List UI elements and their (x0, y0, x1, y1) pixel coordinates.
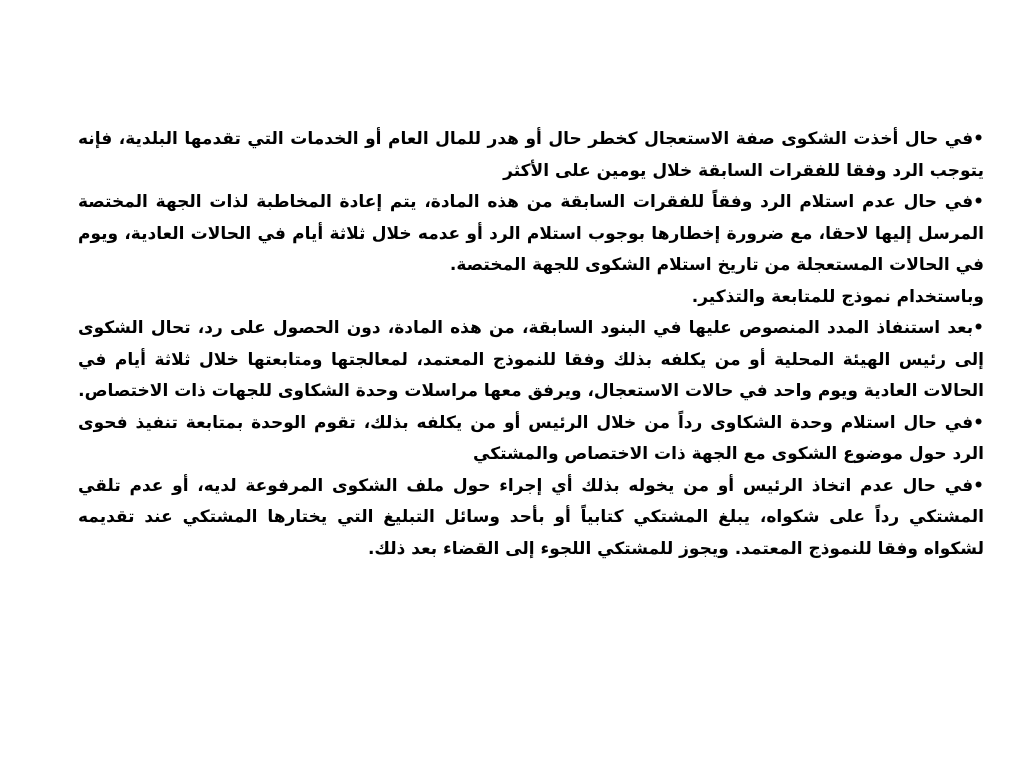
paragraph-urgent-complaint: •في حال أخذت الشكوى صفة الاستعجال كخطر حال أو هدر للمال العام أو الخدمات التي تقدمها البلدية، فإنه يتوجب الرد وفقا للفقرات السابقة خلال يومين على الأكثر (78, 129, 984, 181)
paragraph-no-action-taken: •في حال عدم اتخاذ الرئيس أو من يخوله بذلك أي إجراء حول ملف الشكوى المرفوعة لديه، أو عدم تلقي المشتكي رداً على شكواه، يبلغ المشتكي كتابياً أو بأحد وسائل التبليغ التي يختارها المشتكي عند تقديمه لشكواه وفقا للنموذج المعتمد. ويجوز للمشتكي اللجوء إلى القضاء بعد ذلك. (78, 475, 984, 559)
paragraph-followup-form: وباستخدام نموذج للمتابعة والتذكير. (691, 286, 984, 307)
paragraph-reply-received: •في حال استلام وحدة الشكاوى رداً من خلال الرئيس أو من يكلفه بذلك، تقوم الوحدة بمتابعة تنفيذ فحوى الرد حول موضوع الشكوى مع الجهة ذات الاختصاص والمشتكي (78, 412, 984, 464)
slide-body-text (78, 124, 984, 565)
paragraph-escalate-to-head: •بعد استنفاذ المدد المنصوص عليها في البنود السابقة، من هذه المادة، دون الحصول على رد، تحال الشكوى إلى رئيس الهيئة المحلية أو من يكلفه بذلك وفقا للنموذج المعتمد، لمعالجتها ومتابعتها خلال ثلاثة أيام في الحالات العادية ويوم واحد في حالات الاستعجال، ويرفق معها مراسلات وحدة الشكاوى للجهات ذات الاختصاص. (78, 318, 984, 401)
paragraph-no-reply-followup: •في حال عدم استلام الرد وفقاً للفقرات السابقة من هذه المادة، يتم إعادة المخاطبة لذات الجهة المختصة المرسل إليها لاحقا، مع ضرورة إخطارها بوجوب استلام الرد أو عدمه خلال ثلاثة أيام في الحالات العادية، ويوم في الحالات المستعجلة من تاريخ استلام الشكوى للجهة المختصة. (78, 192, 984, 275)
